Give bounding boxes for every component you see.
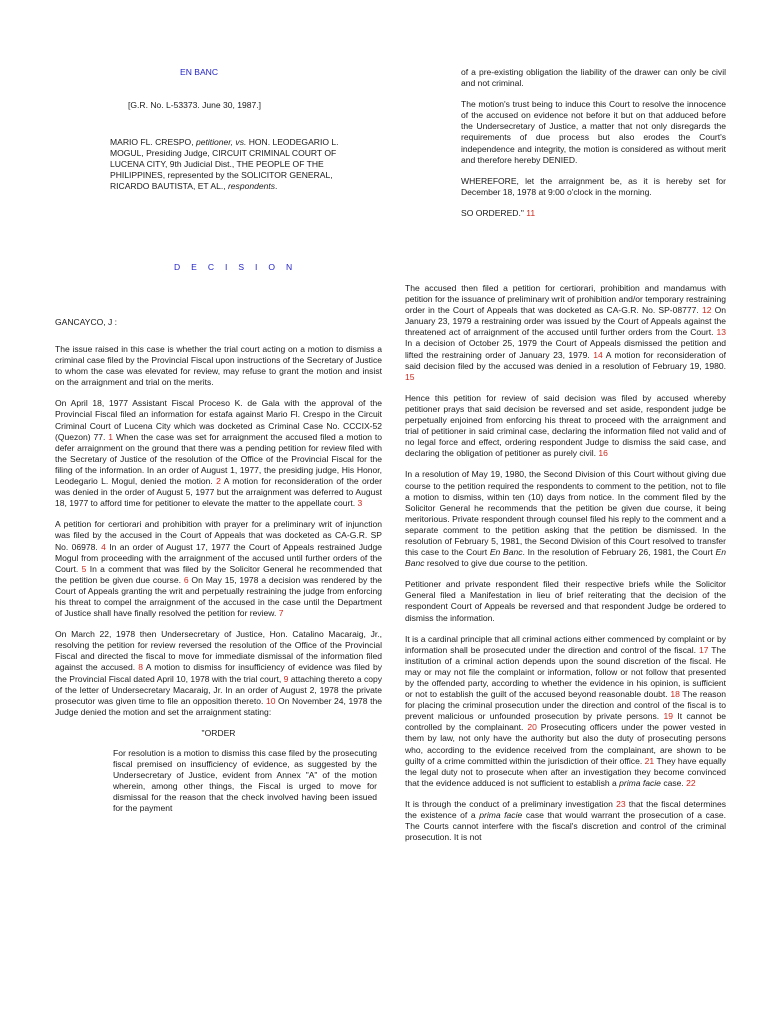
paragraph-text: case. <box>660 777 687 788</box>
paragraph-text: A motion to dismiss for insufficiency of evidence was filed by the Provincial Fiscal dated April 10, 1978 with the trial court, <box>55 662 382 684</box>
paragraph-text: The issue raised in this case is whether the trial court acting on a motion to dismiss a criminal case filed by the Provincial Fiscal upon instructions of the Secretary of Justice to whom the case was elevated for review, may refuse to grant the motion and insist on the arraignment and trial on the merits. <box>55 344 382 388</box>
footnote-link[interactable]: 14 <box>593 349 603 360</box>
en-banc-italic: En Banc <box>405 547 726 569</box>
footnote-link[interactable]: 23 <box>616 798 626 809</box>
quoted-paragraph <box>113 748 377 815</box>
paragraph-text: They have equally the legal duty not to prosecute when after an investigation they become convinced that the evidence adduced is not sufficient to establish a <box>405 755 726 788</box>
paragraph-text: On November 24, 1978 the Judge denied the motion and set the arraignment stating: <box>55 695 382 717</box>
paragraph-text: In a decision of October 25, 1979 the Court of Appeals dismissed the petition and lifted the restraining order of January 23, 1979. <box>405 338 726 360</box>
paragraph <box>405 469 726 569</box>
paragraph-text: that the fiscal determines the existence of a <box>405 798 726 821</box>
paragraph-text: A motion for reconsideration of said decision filed by the accused was denied in a resolution of February 19, 1980. <box>405 349 726 371</box>
decision-heading: D E C I S I O N <box>174 262 297 272</box>
quoted-order-continued <box>461 67 726 229</box>
quoted-paragraph <box>461 99 726 166</box>
paragraph-text: When the case was set for arraignment the accused filed a motion to defer arraignment on the ground that there was a pending petition for review filed with the Secretary of Justice of the resolution of the Office of the Provincial Fiscal for the filing of the information. In an order of August 1, 1977, the presiding judge, His Honor, Leodegario L. Mogul, denied the motion. <box>55 431 382 487</box>
paragraph-text: A petition for certiorari and prohibition with prayer for a preliminary writ of injunction was filed by the accused in the Court of Appeals that was docketed as CA-G.R. SP No. 06978. <box>55 519 382 552</box>
paragraph-text: In an order of August 17, 1977 the Court of Appeals restrained Judge Mogul from proceeding with the arraignment of the accused until further orders of the Court. <box>55 541 382 574</box>
parties-text-2: HON. LEODEGARIO L. MOGUL, Presiding Judge, CIRCUIT CRIMINAL COURT OF LUCENA CITY, 9th Judicial Dist., THE PEOPLE OF THE PHILIPPINES, represented by the SOLICITOR GENERAL, RICARDO BAUTISTA, ET AL., <box>110 137 339 192</box>
footnote-link[interactable]: 22 <box>686 777 696 788</box>
left-body <box>55 344 382 825</box>
paragraph-text: Prosecuting officers under the power vested in them by law, not only have the authority but also the duty of prosecuting persons who, according to the evidence received from the complainant, are shown to be guilty of a crime committed within the jurisdiction of their office. <box>405 722 726 766</box>
paragraph-text: The motion's trust being to induce this Court to resolve the innocence of the accused on evidence not before it but on that adduced before the Undersecretary of Justice, a matter that not only disregards the requirements of due process but also erodes the Court's independence and integrity, the motion is considered as without merit and therefore hereby DENIED. <box>461 99 726 165</box>
respondents-label: respondents <box>227 181 275 192</box>
paragraph-text: On April 18, 1977 Assistant Fiscal Proceso K. de Gala with the approval of the Provincial Fiscal filed an information for estafa against Mario Fl. Crespo in the Circuit Criminal Court of Lucena City which was docketed as Criminal Case No. CCCIX-52 (Quezon) 77. <box>55 398 382 442</box>
quoted-paragraph <box>461 67 726 89</box>
footnote-link[interactable]: 13 <box>716 327 726 338</box>
paragraph-text: WHEREFORE, let the arraignment be, as it is hereby set for December 18, 1978 at 9:00 o'clock in the morning. <box>461 175 726 197</box>
footnote-link[interactable]: 8 <box>138 662 144 673</box>
footnote-link[interactable]: 17 <box>698 644 709 655</box>
order-heading: "ORDER <box>201 727 236 738</box>
paragraph-text: case that would warrant the prosecution of a case. The Courts cannot interfere with the fiscal's discretion and control of the criminal prosecution. It is not <box>405 810 727 843</box>
footnote-link[interactable]: 20 <box>527 722 537 733</box>
paragraph-text: In a resolution of May 19, 1980, the Second Division of this Court without giving due course to the petition required the respondents to comment to the petition, not to file a motion to dismiss, within ten (10) days from notice. In the comment filed by the Solicitor General he recommends that the petition be given due course, it being meritorious. Private respondent through counsel filed his reply to the comment and a separate comment to the petition asking that the petition be dismissed. In the resolution of February 5, 1981, the Second Division of this Court resolved to transfer this case to the Court <box>405 469 726 558</box>
paragraph-text: resolved to give due course to the petition. <box>424 558 588 569</box>
prima-facie-italic: prima facie <box>479 810 523 821</box>
paragraph <box>55 398 382 509</box>
paragraph <box>55 519 382 619</box>
footnote-link[interactable]: 4 <box>101 541 106 552</box>
petitioner-label: petitioner <box>195 137 231 147</box>
paragraph-text: It is a cardinal principle that all criminal actions either commenced by complaint or by information shall be prosecuted under the direction and control of the fiscal. <box>405 633 726 655</box>
footnote-link[interactable]: 21 <box>644 755 655 766</box>
vs-label: , vs. <box>230 137 247 147</box>
paragraph-text: attaching thereto a copy of the letter of Undersecretary Macaraig, Jr. In an order of August 2, 1978 the private prosecutor was given time to file an opposition thereto. <box>55 673 382 706</box>
paragraph <box>55 629 382 718</box>
case-number: [G.R. No. L-53373. June 30, 1987.] <box>128 100 262 110</box>
paragraph <box>405 799 726 843</box>
paragraph-text: In a comment that was filed by the Solicitor General he recommended that the petition be given due course. <box>55 563 382 585</box>
paragraph-text: Petitioner and private respondent filed their respective briefs while the Solicitor General filed a Manifestation in lieu of brief reiterating that the decision of the respondent Court of Appeals be reversed and that respondent Judge be ordered to dismiss the information. <box>405 579 726 623</box>
paragraph-text: On March 22, 1978 then Undersecretary of Justice, Hon. Catalino Macaraig, Jr., resolving the petition for review reversed the resolution of the Office of the Provincial Fiscal and directed the fiscal to move for immediate dismissal of the information filed against the accused. <box>55 629 382 673</box>
paragraph <box>405 634 726 789</box>
footnote-link[interactable]: 18 <box>670 689 680 700</box>
ponente: GANCAYCO, J : <box>55 317 118 327</box>
footnote-link[interactable]: 9 <box>283 673 289 684</box>
footnote-link[interactable]: 3 <box>357 498 363 509</box>
paragraph-text: On May 15, 1978 a decision was rendered by the Court of Appeals granting the writ and perpetually restraining the judge from enforcing his threat to compel the arraignment of the accused in the case until the Department of Justice shall have finally resolved the petition for review. <box>55 574 383 619</box>
paragraph-text: A motion for reconsideration of the order was denied in the order of August 5, 1977 but the arraignment was deferred to August 18, 1977 to afford time for petitioner to elevate the matter to the appellate court. <box>55 476 382 509</box>
paragraph <box>405 579 726 623</box>
quoted-paragraph <box>461 208 726 219</box>
paragraph-text: On January 23, 1979 a restraining order was issued by the Court of Appeals against the threatened act of arraignment of the accused until further orders from the Court. <box>405 305 726 338</box>
footnote-link[interactable]: 1 <box>108 431 114 442</box>
paragraph-text: For resolution is a motion to dismiss this case filed by the prosecuting fiscal premised on insufficiency of evidence, as suggested by the Undersecretary of Justice, evident from Annex "A" of the motion wherein, among other things, the Fiscal is urged to move for dismissal for the reason that the check involved having been issued for the payment <box>113 748 377 814</box>
right-body <box>405 283 726 853</box>
paragraph <box>55 344 382 388</box>
footnote-link[interactable]: 16 <box>598 448 608 459</box>
footnote-link[interactable]: 6 <box>183 574 189 585</box>
footnote-link[interactable]: 5 <box>81 563 87 574</box>
footnote-link[interactable]: 12 <box>701 305 712 316</box>
paragraph-text: It cannot be controlled by the complainant. <box>405 711 726 733</box>
footnote-link[interactable]: 10 <box>265 695 276 706</box>
paragraph-text: The institution of a criminal action depends upon the sound discretion of the fiscal. He may or may not file the complaint or information, follow or not follow that presented by the offended party, according to whether the evidence in his opinion, is sufficient or not to establish the guilt of the accused beyond reasonable doubt. <box>405 644 726 700</box>
paragraph-text: The accused then filed a petition for certiorari, prohibition and mandamus with petition for the issuance of preliminary writ of prohibition and/or temporary restraining order in the Court of Appeals that was docketed as CA-G.R. No. SP-08777. <box>405 283 726 316</box>
paragraph-text: of a pre-existing obligation the liability of the drawer can only be civil and not criminal. <box>461 67 726 89</box>
parties-text-1: MARIO FL. CRESPO, <box>110 137 196 147</box>
footnote-link[interactable]: 7 <box>278 608 284 619</box>
footnote-link[interactable]: 15 <box>405 371 415 382</box>
paragraph-text: It is through the conduct of a preliminary investigation <box>405 798 617 809</box>
footnote-link[interactable]: 19 <box>663 711 674 722</box>
case-parties <box>110 137 340 192</box>
en-banc-heading: EN BANC <box>180 67 218 77</box>
paragraph <box>405 283 726 383</box>
paragraph <box>405 393 726 460</box>
footnote-link[interactable]: 2 <box>216 476 221 487</box>
paragraph-text: The reason for placing the criminal prosecution under the direction and control of the fiscal is to prevent malicious or unfounded prosecution by private persons. <box>405 689 726 722</box>
footnote-link[interactable]: 11 <box>526 207 536 218</box>
prima-facie-italic: prima facie <box>619 777 661 788</box>
en-banc-italic: En Banc <box>489 547 523 558</box>
quoted-paragraph <box>461 176 726 198</box>
paragraph-text: Hence this petition for review of said decision was filed by accused whereby petitioner prays that said decision be reversed and set aside, respondent judge be perpetually enjoined from enforcing his threat to proceed with the arraignment and trial of petitioner in said criminal case, declaring the information filed not valid and of no legal force and effect, ordering respondent Judge to dismiss the said case, and declaring the obligation of petitioner as purely civil. <box>405 392 726 459</box>
parties-end: . <box>275 181 278 192</box>
paragraph-text: SO ORDERED." <box>461 207 527 218</box>
paragraph-text: . In the resolution of February 26, 1981, the Court <box>522 547 716 558</box>
